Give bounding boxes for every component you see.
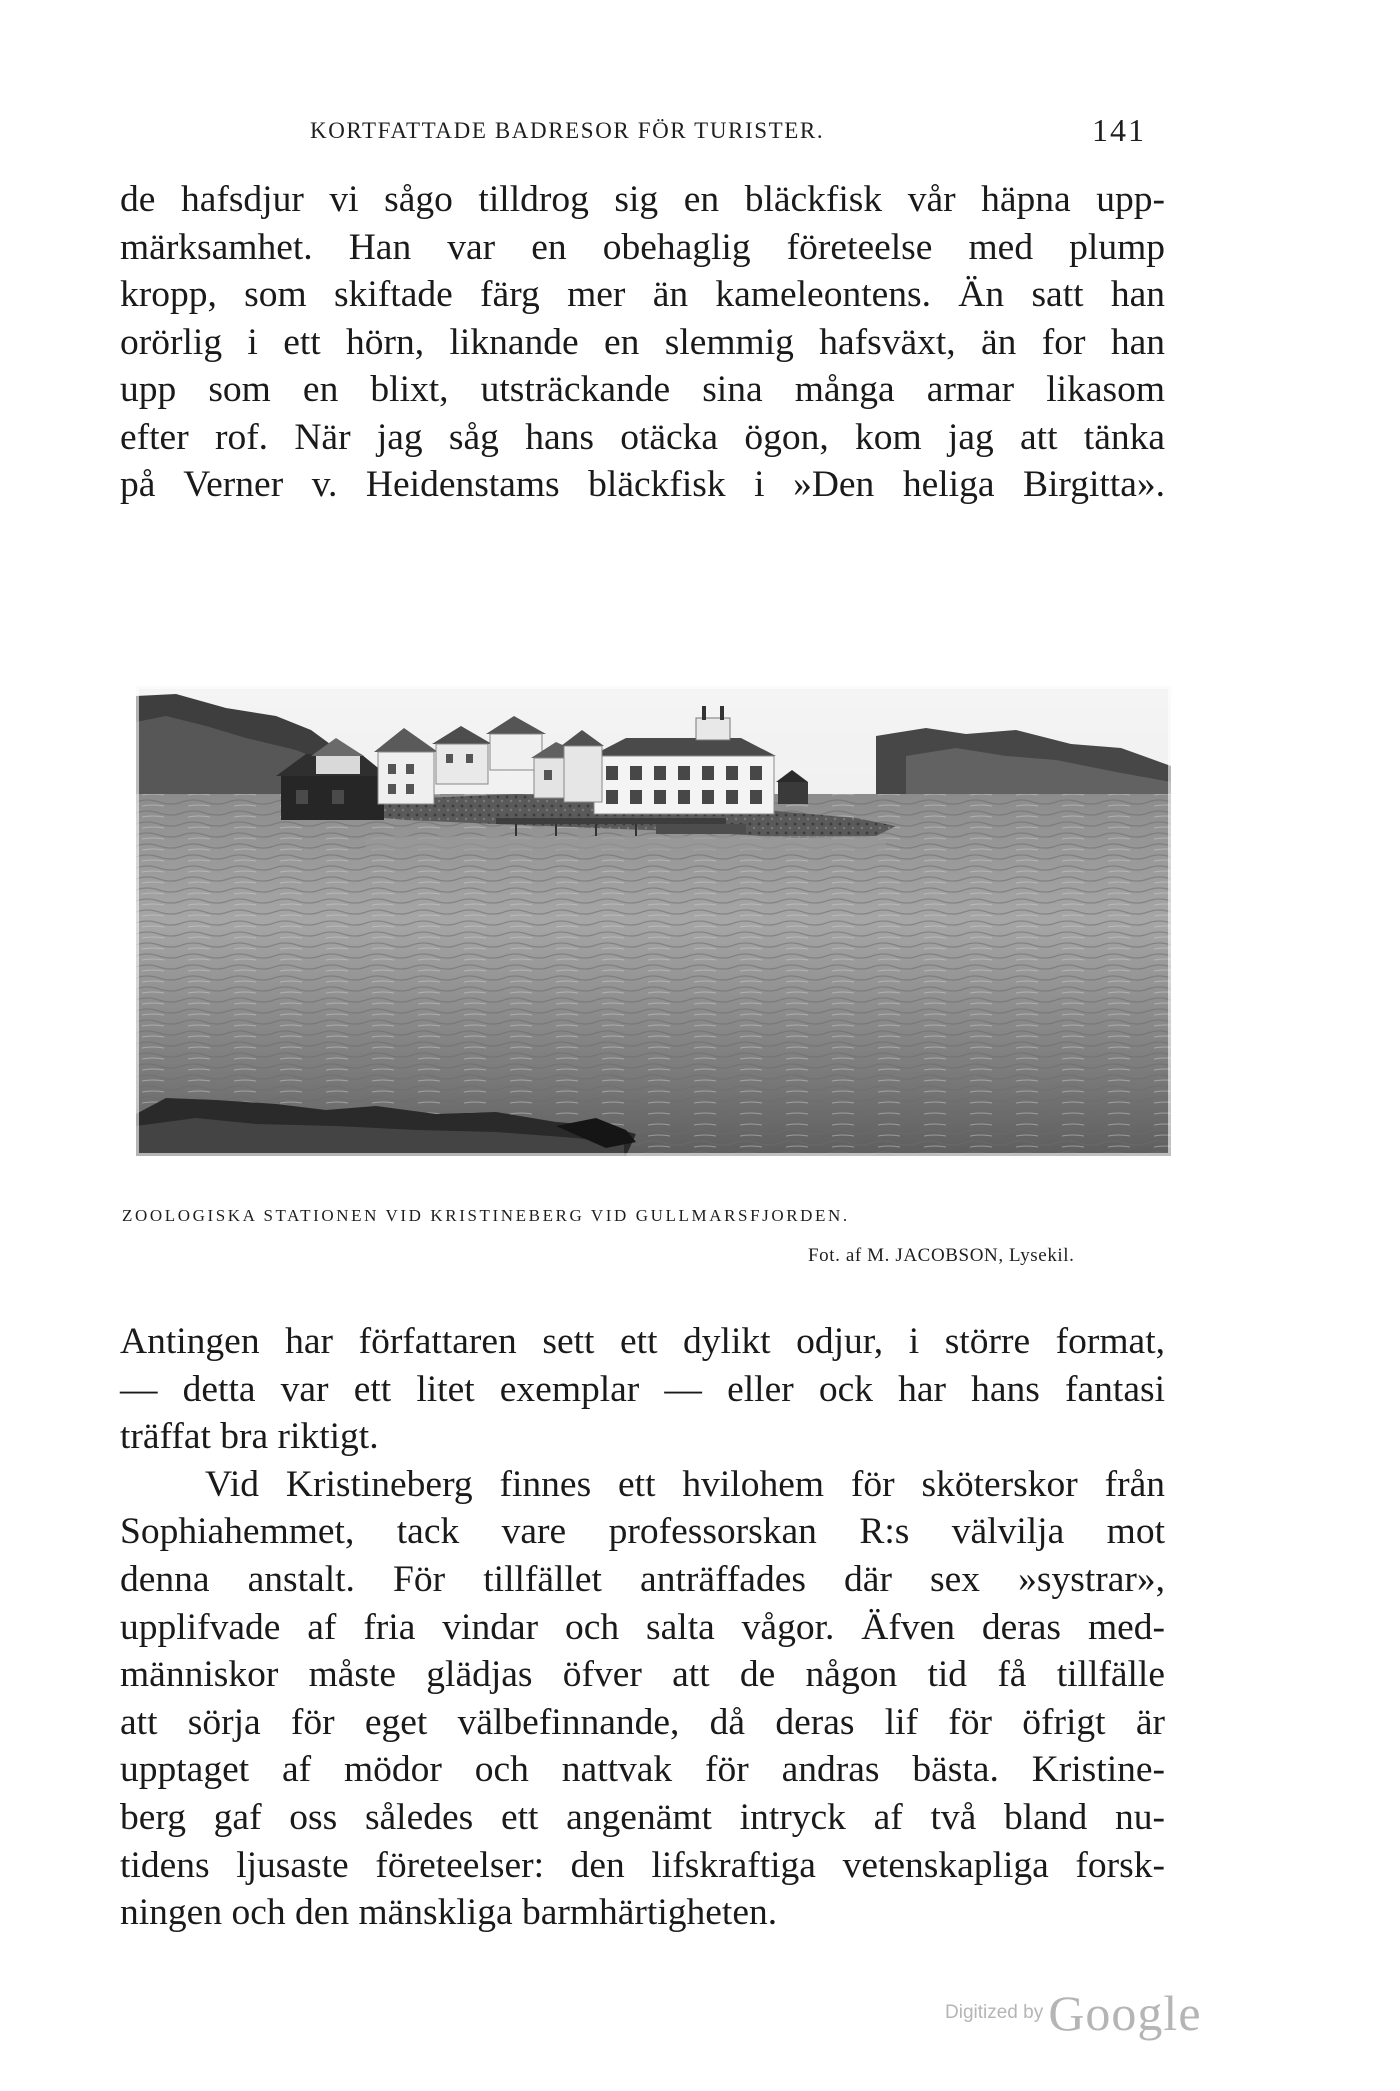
text-line: denna anstalt. För tillfället anträffades där sex »systrar»,	[120, 1558, 1165, 1600]
running-title: KORTFATTADE BADRESOR FÖR TURISTER.	[310, 118, 825, 143]
text-line: upplifvade af fria vindar och salta vågor. Äfven deras med-	[120, 1606, 1165, 1648]
google-logo: Google	[1048, 1985, 1202, 2041]
text-line: Sophiahemmet, tack vare professorskan R:s välvilja mot	[120, 1511, 1165, 1553]
watermark-prefix: Digitized by	[945, 2002, 1044, 2023]
text-line: tidens ljusaste företeelser: den lifskraftiga vetenskapliga forsk-	[120, 1844, 1165, 1886]
paragraph-top	[120, 176, 1165, 509]
text-line: orörlig i ett hörn, liknande en slemmig hafsväxt, än for han	[120, 321, 1165, 363]
text-line: på Verner v. Heidenstams bläckfisk i »Den heliga Birgitta».	[120, 464, 1165, 505]
text-line: kropp, som skiftade färg mer än kameleontens. Än satt han	[120, 274, 1165, 315]
text-line: upp som en blixt, utsträckande sina många armar likasom	[120, 369, 1165, 410]
text-line: träffat bra riktigt.	[120, 1416, 379, 1458]
text-line: de hafsdjur vi sågo tilldrog sig en bläckfisk vår häpna upp-	[120, 179, 1165, 220]
text-line: Antingen har författaren sett ett dylikt odjur, i större format,	[120, 1321, 1165, 1362]
photo-credit: Fot. af M. JACOBSON, Lysekil.	[808, 1245, 1075, 1266]
text-line: märksamhet. Han var en obehaglig företeelse med plump	[120, 226, 1165, 268]
text-line: — detta var ett litet exemplar — eller ock har hans fantasi	[120, 1368, 1165, 1410]
text-line: berg gaf oss således ett angenämt intryck af två bland nu-	[120, 1796, 1165, 1838]
paragraph-bottom	[120, 1318, 1165, 1937]
digitized-watermark	[945, 1984, 1202, 2042]
page-number: 141	[1092, 112, 1146, 148]
photo-zoological-station	[136, 686, 1171, 1156]
photo-caption: ZOOLOGISKA STATIONEN VID KRISTINEBERG VID GULLMARSFJORDEN.	[122, 1206, 850, 1225]
text-line: att sörja för eget välbefinnande, då deras lif för öfrigt är	[120, 1701, 1165, 1743]
text-line: ningen och den mänskliga barmhärtigheten.	[120, 1892, 778, 1934]
text-line: efter rof. När jag såg hans otäcka ögon, kom jag att tänka	[120, 416, 1165, 458]
text-line: Vid Kristineberg finnes ett hvilohem för sköterskor från	[205, 1463, 1165, 1505]
text-line: människor måste glädjas öfver att de någon tid få tillfälle	[120, 1654, 1165, 1696]
text-line: upptaget af mödor och nattvak för andras bästa. Kristine-	[120, 1749, 1165, 1791]
